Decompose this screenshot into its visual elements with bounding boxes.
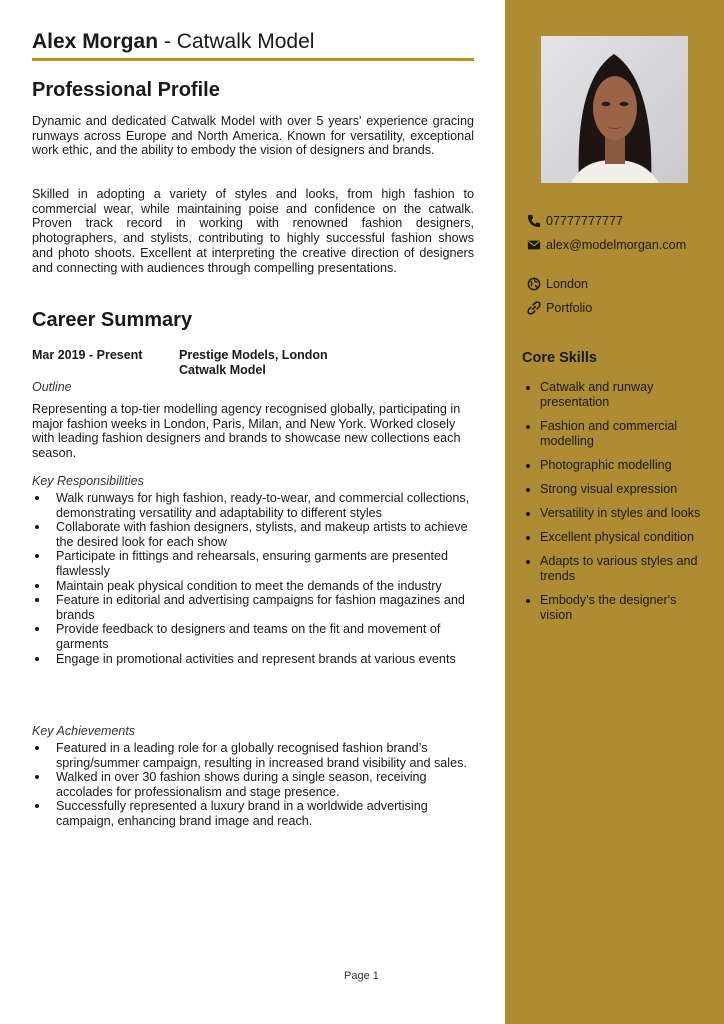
list-item: Walk runways for high fashion, ready-to-wear, and commercial collections, demonstrating versatility and adaptability to different styles xyxy=(32,491,474,520)
list-item: Provide feedback to designers and teams on the fit and movement of garments xyxy=(32,622,474,651)
page-number: Page 1 xyxy=(344,970,379,982)
list-item: Participate in fittings and rehearsals, ensuring garments are presented flawlessly xyxy=(32,549,474,578)
bullet-icon xyxy=(526,599,530,603)
bullet-icon xyxy=(35,554,39,558)
list-item: Successfully represented a luxury brand in a worldwide advertising campaign, enhancing brand image and reach. xyxy=(32,799,474,828)
bullet-icon xyxy=(35,804,39,808)
list-item: Photographic modelling xyxy=(522,458,712,473)
mail-icon xyxy=(527,238,541,252)
bullet-icon xyxy=(35,746,39,750)
job-company: Prestige Models, London xyxy=(179,348,328,362)
profile-paragraph-1: Dynamic and dedicated Catwalk Model with over 5 years' experience gracing runways across Europe and North America. Known for versatility, exceptional work ethic, and the ability to embody the vision of designers and brands. xyxy=(32,114,474,158)
header-divider xyxy=(32,58,474,61)
bullet-icon xyxy=(35,598,39,602)
bullet-icon xyxy=(35,496,39,500)
profile-photo xyxy=(541,36,688,183)
list-item: Engage in promotional activities and represent brands at various events xyxy=(32,652,474,667)
profile-heading: Professional Profile xyxy=(32,79,220,101)
profile-paragraph-2: Skilled in adopting a variety of styles and looks, from high fashion to commercial wear, while maintaining poise and confidence on the catwalk. Proven track record in working with renowned fashion designers, photographers, and stylists, contributing to highly successful fashion shows and photo shoots. Excellent at interpreting the creative direction of designers and connecting with audiences through compelling presentations. xyxy=(32,187,474,275)
bullet-icon xyxy=(526,425,530,429)
bullet-icon xyxy=(526,464,530,468)
contact-email: alex@modelmorgan.com xyxy=(527,238,707,253)
bullet-icon xyxy=(526,560,530,564)
bullet-icon xyxy=(35,584,39,588)
list-item: Feature in editorial and advertising campaigns for fashion magazines and brands xyxy=(32,593,474,622)
skills-list xyxy=(522,380,712,632)
list-item: Fashion and commercial modelling xyxy=(522,419,712,449)
list-item: Collaborate with fashion designers, stylists, and makeup artists to achieve the desired look for each show xyxy=(32,520,474,549)
job-dates: Mar 2019 - Present xyxy=(32,348,143,362)
skills-heading: Core Skills xyxy=(522,350,597,366)
sidebar xyxy=(505,0,724,1024)
list-item: Versatility in styles and looks xyxy=(522,506,712,521)
bullet-icon xyxy=(35,627,39,631)
outline-label: Outline xyxy=(32,380,72,394)
outline-text: Representing a top-tier modelling agency recognised globally, participating in major fashion weeks in London, Paris, Milan, and New York. Worked closely with leading fashion designers and brands to showcase new collections each season. xyxy=(32,402,461,461)
contact-phone: 07777777777 xyxy=(527,214,707,229)
globe-icon xyxy=(527,277,541,291)
responsibilities-list xyxy=(32,491,474,666)
list-item: Adapts to various styles and trends xyxy=(522,554,712,584)
portrait-image xyxy=(541,36,688,183)
name-heading xyxy=(32,30,314,54)
bullet-icon xyxy=(35,775,39,779)
list-item: Excellent physical condition xyxy=(522,530,712,545)
list-item: Embody's the designer's vision xyxy=(522,593,712,623)
bullet-icon xyxy=(526,386,530,390)
bullet-icon xyxy=(526,536,530,540)
bullet-icon xyxy=(35,657,39,661)
link-icon xyxy=(527,301,541,315)
achievements-label: Key Achievements xyxy=(32,724,136,738)
contact-portfolio[interactable]: Portfolio xyxy=(527,301,707,316)
job-title: Catwalk Model xyxy=(179,363,266,377)
job-company-title xyxy=(179,348,328,378)
achievements-list xyxy=(32,741,474,829)
bullet-icon xyxy=(526,488,530,492)
list-item: Catwalk and runway presentation xyxy=(522,380,712,410)
phone-icon xyxy=(527,214,541,228)
candidate-name: Alex Morgan xyxy=(32,30,159,53)
responsibilities-label: Key Responsibilities xyxy=(32,474,144,488)
list-item: Maintain peak physical condition to meet the demands of the industry xyxy=(32,579,474,594)
bullet-icon xyxy=(526,512,530,516)
candidate-role: - Catwalk Model xyxy=(158,30,315,53)
career-heading: Career Summary xyxy=(32,309,193,331)
list-item: Walked in over 30 fashion shows during a single season, receiving accolades for professionalism and stage presence. xyxy=(32,770,474,799)
contact-location: London xyxy=(527,277,707,292)
bullet-icon xyxy=(35,525,39,529)
list-item: Featured in a leading role for a globally recognised fashion brand’s spring/summer campaign, resulting in increased brand visibility and sales. xyxy=(32,741,474,770)
list-item: Strong visual expression xyxy=(522,482,712,497)
